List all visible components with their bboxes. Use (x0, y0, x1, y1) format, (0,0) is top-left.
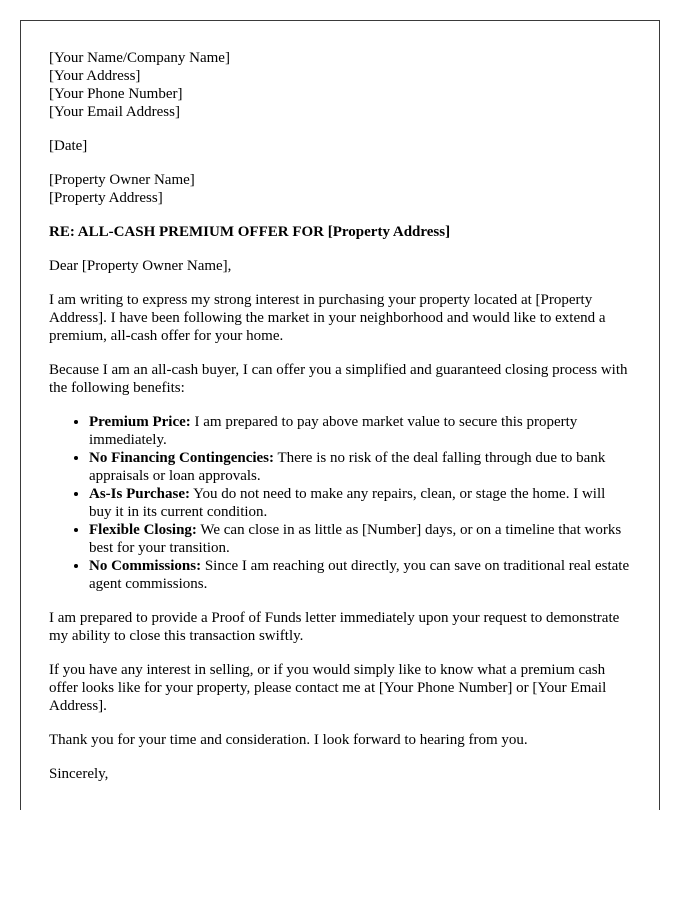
recipient-block (49, 171, 631, 207)
benefit-text: There is no risk of the deal falling through due to bank appraisals or loan approvals. (89, 450, 606, 484)
intro-paragraph: I am writing to express my strong interest in purchasing your property located at [Property Address]. I have been following the market in your neighborhood and would like to extend a premium, all-cash offer for your home. (49, 292, 606, 344)
salutation: Dear [Property Owner Name], (49, 258, 232, 274)
sender-email: [Your Email Address] (49, 104, 180, 120)
contact-paragraph: If you have any interest in selling, or if you would simply like to know what a premium cash offer looks like for your property, please contact me at [Your Phone Number] or [Your Email Address]. (49, 662, 607, 714)
subject-line: RE: ALL-CASH PREMIUM OFFER FOR [Property Address] (49, 224, 451, 240)
benefit-text: We can close in as little as [Number] days, or on a timeline that works best for your transition. (89, 522, 622, 556)
benefits-list (49, 413, 631, 593)
sender-name: [Your Name/Company Name] (49, 50, 230, 66)
letter-page (20, 20, 660, 810)
benefit-label: No Financing Contingencies: (89, 450, 275, 466)
sender-block (49, 49, 631, 121)
recipient-name: [Property Owner Name] (49, 172, 195, 188)
recipient-address: [Property Address] (49, 190, 163, 206)
benefit-text: I am prepared to pay above market value to secure this property immediately. (89, 414, 578, 448)
benefits-lead-paragraph: Because I am an all-cash buyer, I can offer you a simplified and guaranteed closing process with the following benefits: (49, 362, 628, 396)
benefit-label: As-Is Purchase: (89, 486, 190, 502)
list-item (89, 413, 631, 449)
benefit-label: No Commissions: (89, 558, 202, 574)
benefit-text: Since I am reaching out directly, you can save on traditional real estate agent commissions. (89, 558, 630, 592)
list-item (89, 449, 631, 485)
list-item (89, 557, 631, 593)
sender-phone: [Your Phone Number] (49, 86, 183, 102)
proof-paragraph: I am prepared to provide a Proof of Funds letter immediately upon your request to demonstrate my ability to close this transaction swiftly. (49, 610, 620, 644)
date: [Date] (49, 138, 88, 154)
signoff: Sincerely, (49, 766, 109, 782)
benefit-text: You do not need to make any repairs, clean, or stage the home. I will buy it in its current condition. (89, 486, 606, 520)
benefit-label: Flexible Closing: (89, 522, 197, 538)
benefit-label: Premium Price: (89, 414, 191, 430)
thanks-paragraph: Thank you for your time and consideration. I look forward to hearing from you. (49, 732, 528, 748)
list-item (89, 521, 631, 557)
list-item (89, 485, 631, 521)
sender-address: [Your Address] (49, 68, 141, 84)
